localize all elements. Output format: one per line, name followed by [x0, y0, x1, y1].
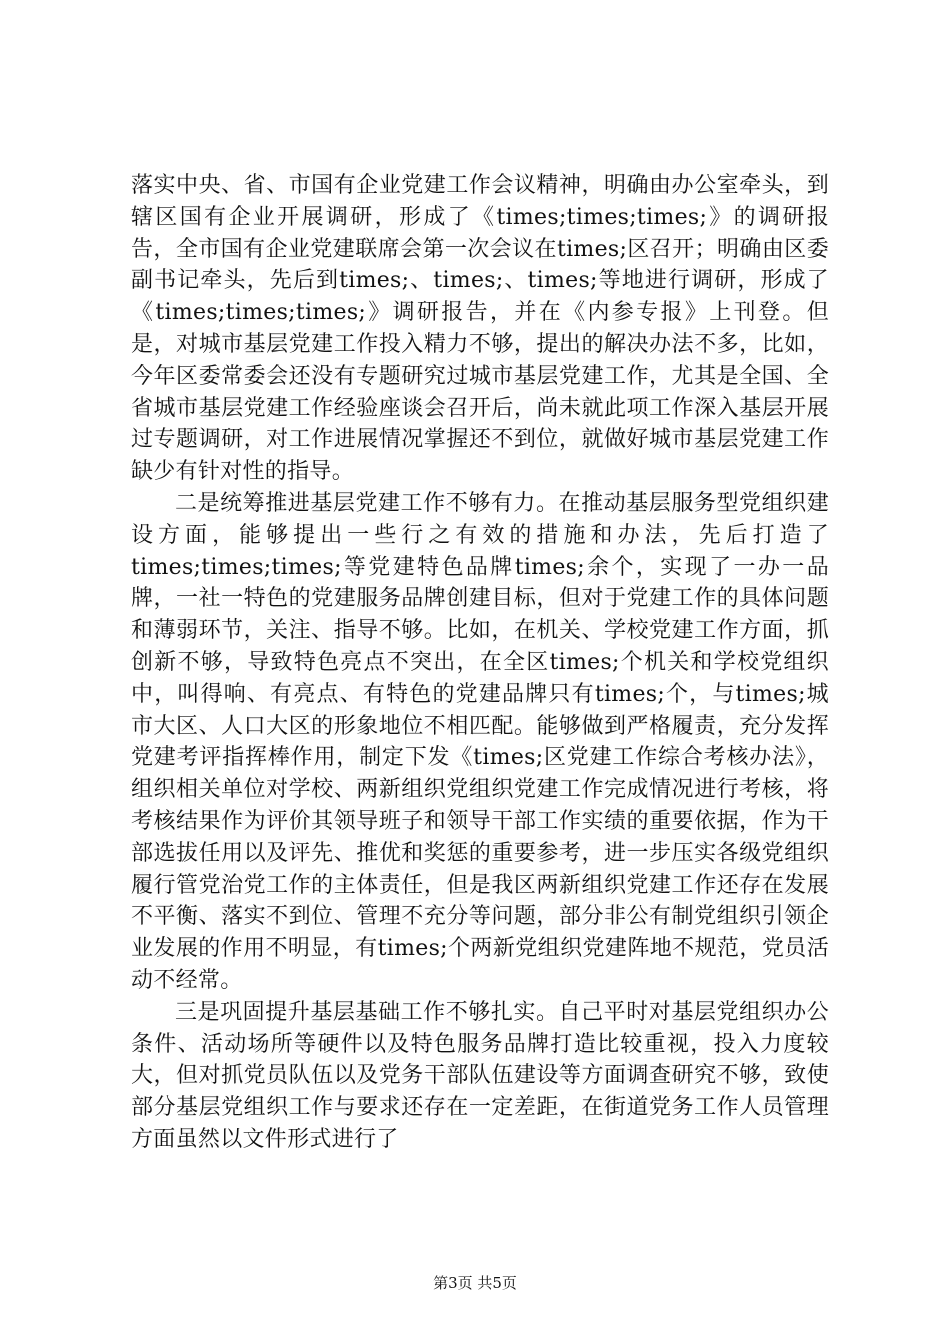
paragraph-1: 落实中央、省、市国有企业党建工作会议精神，明确由办公室牵头，到辖区国有企业开展调研，形成了《times;times;times;》的调研报告，全市国有企业党建联席会第一次会议在times;区召开；明确由区委副书记牵头，先后到times;、times;、times;等地进行调研，形成了《times;times;times;》调研报告，并在《内参专报》上刊登。但是，对城市基层党建工作投入精力不够，提出的解决办法不多，比如，今年区委常委会还没有专题研究过城市基层党建工作，尤其是全国、全省城市基层党建工作经验座谈会召开后，尚未就此项工作深入基层开展过专题调研，对工作进展情况掌握还不到位，就做好城市基层党建工作缺少有针对性的指导。 — [131, 173, 829, 485]
paragraph-2: 二是统筹推进基层党建工作不够有力。在推动基层服务型党组织建设方面，能够提出一些行之有效的措施和办法，先后打造了times;times;times;等党建特色品牌times;余个，实现了一办一品牌，一社一特色的党建服务品牌创建目标，但对于党建工作的具体问题和薄弱环节，关注、指导不够。比如，在机关、学校党建工作方面，抓创新不够，导致特色亮点不突出，在全区times;个机关和学校党组织中，叫得响、有亮点、有特色的党建品牌只有times;个，与times;城市大区、人口大区的形象地位不相匹配。能够做到严格履责，充分发挥党建考评指挥棒作用，制定下发《times;区党建工作综合考核办法》，组织相关单位对学校、两新组织党组织党建工作完成情况进行考核，将考核结果作为评价其领导班子和领导干部工作实绩的重要依据，作为干部选拔任用以及评先、推优和奖惩的重要参考，进一步压实各级党组织履行管党治党工作的主体责任，但是我区两新组织党建工作还存在发展不平衡、落实不到位、管理不充分等问题，部分非公有制党组织引领企业发展的作用不明显，有times;个两新党组织党建阵地不规范，党员活动不经常。 — [131, 490, 829, 993]
page-footer: 第3页 共5页 — [433, 1274, 517, 1292]
document-body — [131, 170, 829, 1156]
paragraph-3: 三是巩固提升基层基础工作不够扎实。自己平时对基层党组织办公条件、活动场所等硬件以及特色服务品牌打造比较重视，投入力度较大，但对抓党员队伍以及党务干部队伍建设等方面调查研究不够，致使部分基层党组织工作与要求还存在一定差距，在街道党务工作人员管理方面虽然以文件形式进行了 — [131, 999, 829, 1152]
